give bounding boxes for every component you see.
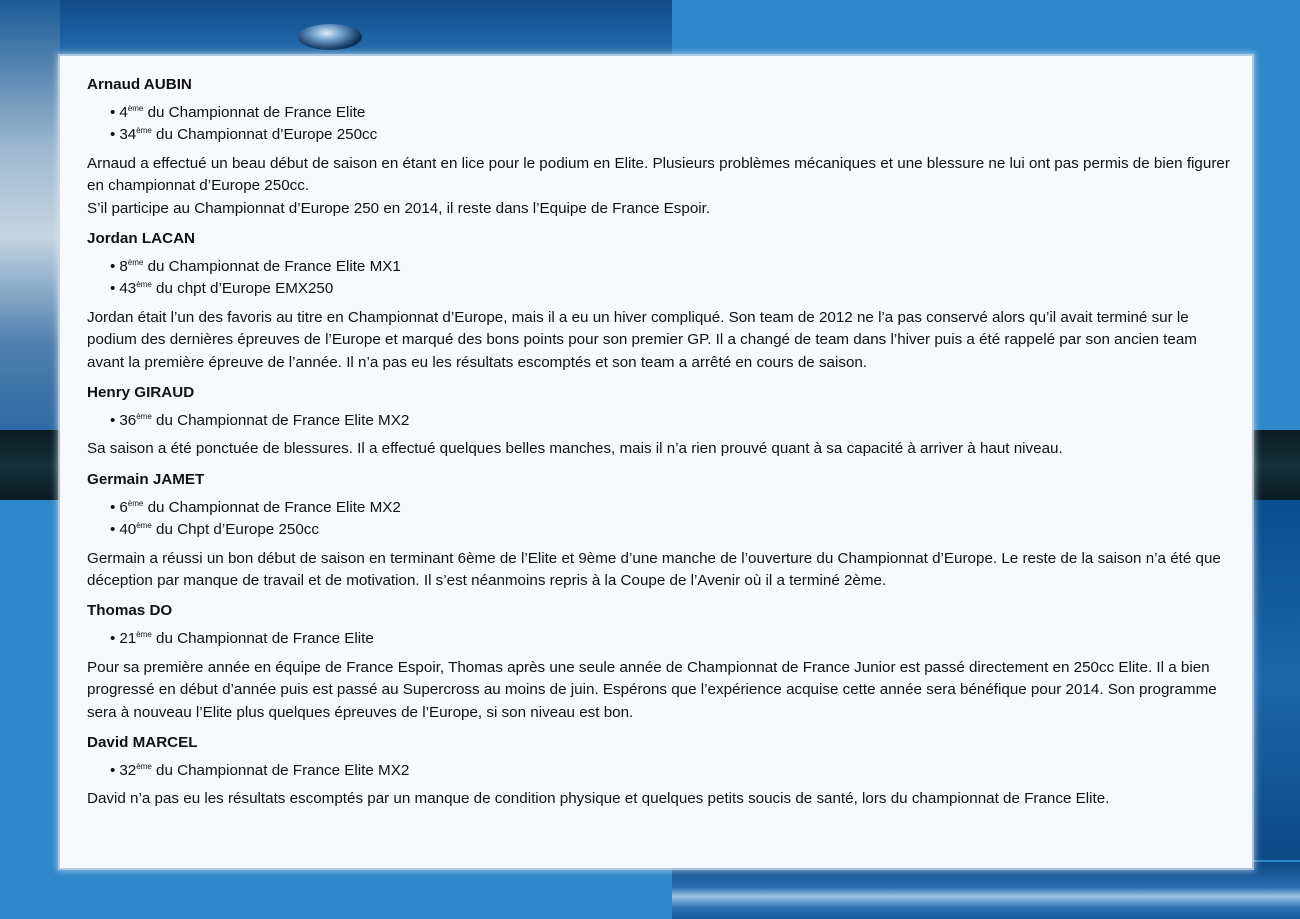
result-rank-suffix: ème [127, 498, 144, 508]
results-list [87, 497, 1232, 542]
background-photo-right-edge [1252, 500, 1300, 860]
athlete-section [87, 74, 1232, 220]
result-item [110, 760, 1232, 782]
athlete-name: Germain JAMET [87, 470, 205, 488]
content-panel [60, 56, 1252, 868]
result-text: du Chpt d’Europe 250cc [151, 521, 319, 539]
result-text: du Championnat de France Elite [143, 104, 366, 121]
result-item [110, 102, 1232, 124]
athlete-name: David MARCEL [87, 734, 198, 751]
result-text: du Championnat de France Elite MX2 [143, 498, 401, 516]
commentary-paragraph: Germain a réussi un bon début de saison en terminant 6ème de l’Elite et 9ème d’une manche de l’ouverture du Championnat d’Europe. Le reste de la saison n’a été que déception par manque de travail et de motivation. Il s’est néanmoins repris à la Coupe de l’Avenir où il a terminé 2ème. [87, 549, 1221, 589]
athlete-commentary [87, 153, 1232, 220]
athlete-section [87, 382, 1232, 461]
result-rank: 4 [119, 104, 128, 121]
athlete-commentary [87, 657, 1232, 724]
bullet-icon: • [110, 521, 116, 539]
result-rank-suffix: ème [136, 126, 152, 136]
result-rank-suffix: ème [136, 630, 152, 640]
result-item [110, 628, 1232, 650]
athlete-section [87, 732, 1232, 811]
result-rank: 34 [119, 126, 137, 144]
commentary-paragraph: Pour sa première année en équipe de France Espoir, Thomas après une seule année de Championnat de France Junior est passé directement en 250cc Elite. Il a bien progressé en début d’année puis est passé au Supercross au moins de juin. Espérons que l’expérience acquise cette année sera bénéfique pour 2014. Son programme sera à nouveau l’Elite plus quelques épreuves de l’Europe, si son niveau est bon. [87, 658, 1217, 721]
bullet-icon: • [110, 104, 116, 121]
athlete-commentary [87, 548, 1232, 593]
result-rank-suffix: ème [127, 258, 144, 267]
commentary-paragraph: Arnaud a effectué un beau début de saison en étant en lice pour le podium en Elite. Plusieurs problèmes mécaniques et une blessure ne lui ont pas permis de bien figurer en championnat d’Europe 250cc. [87, 154, 1230, 195]
result-text: du Championnat de France Elite MX1 [143, 258, 401, 275]
result-rank: 8 [119, 258, 128, 275]
commentary-paragraph: Jordan était l’un des favoris au titre en Championnat d’Europe, mais il a eu un hiver compliqué. Son team de 2012 ne l’a pas conservé alors qu’il avait terminé sur le podium des dernières épreuves de l’Europe et marqué des bons points pour son premier GP. Il a changé de team dans l’hiver puis a été rappelé par son ancien team avant la première épreuve de l’année. Il n’a pas eu les résultats escomptés et son team a arrêté en cours de saison. [87, 308, 1197, 371]
athlete-section [87, 469, 1232, 593]
result-rank-suffix: ème [136, 280, 152, 290]
result-rank: 21 [119, 630, 137, 648]
result-item [110, 256, 1232, 278]
result-rank: 43 [119, 280, 137, 298]
result-item [110, 519, 1232, 541]
results-list [87, 102, 1232, 147]
result-text: du Championnat d’Europe 250cc [151, 126, 378, 144]
bullet-icon: • [110, 762, 116, 779]
athlete-name: Henry GIRAUD [87, 384, 195, 401]
result-item [110, 497, 1232, 519]
result-rank-suffix: ème [136, 412, 152, 421]
result-rank: 32 [119, 762, 137, 779]
result-text: du Championnat de France Elite MX2 [151, 412, 410, 429]
results-list [87, 256, 1232, 301]
bullet-icon: • [110, 258, 116, 275]
athlete-section [87, 600, 1232, 724]
result-rank-suffix: ème [127, 104, 144, 113]
athlete-commentary [87, 788, 1232, 810]
background-photo-bottom-right [672, 862, 1300, 919]
background-top-right [672, 0, 1300, 56]
athlete-commentary [87, 307, 1232, 374]
athlete-name: Arnaud AUBIN [87, 76, 192, 93]
bullet-icon: • [110, 498, 116, 516]
result-rank: 40 [119, 521, 137, 539]
result-item [110, 278, 1232, 300]
result-rank-suffix: ème [136, 762, 152, 771]
results-list [87, 628, 1232, 650]
result-rank: 36 [119, 412, 137, 429]
athlete-section [87, 228, 1232, 374]
results-list [87, 410, 1232, 432]
background-bottom-left [0, 862, 672, 919]
bullet-icon: • [110, 126, 116, 144]
result-text: du Championnat de France Elite [151, 630, 374, 648]
result-item [110, 124, 1232, 146]
result-text: du chpt d’Europe EMX250 [151, 280, 334, 298]
bullet-icon: • [110, 630, 116, 648]
commentary-paragraph: David n’a pas eu les résultats escomptés par un manque de condition physique et quelques petits soucis de santé, lors du championnat de France Elite. [87, 790, 1110, 808]
commentary-paragraph: Sa saison a été ponctuée de blessures. Il a effectué quelques belles manches, mais il n’a rien prouvé quant à sa capacité à arriver à haut niveau. [87, 440, 1063, 458]
athlete-commentary [87, 438, 1232, 460]
athlete-name: Thomas DO [87, 602, 173, 620]
result-item [110, 410, 1232, 432]
commentary-paragraph: S’il participe au Championnat d’Europe 250 en 2014, il reste dans l’Equipe de France Espoir. [87, 199, 711, 217]
result-text: du Championnat de France Elite MX2 [151, 762, 410, 779]
water-drop-decoration [298, 24, 362, 50]
bullet-icon: • [110, 280, 116, 298]
result-rank: 6 [119, 498, 128, 516]
background-photo-left-edge [0, 0, 60, 430]
athlete-name: Jordan LACAN [87, 230, 196, 247]
results-list [87, 760, 1232, 782]
bullet-icon: • [110, 412, 116, 429]
result-rank-suffix: ème [136, 521, 152, 531]
